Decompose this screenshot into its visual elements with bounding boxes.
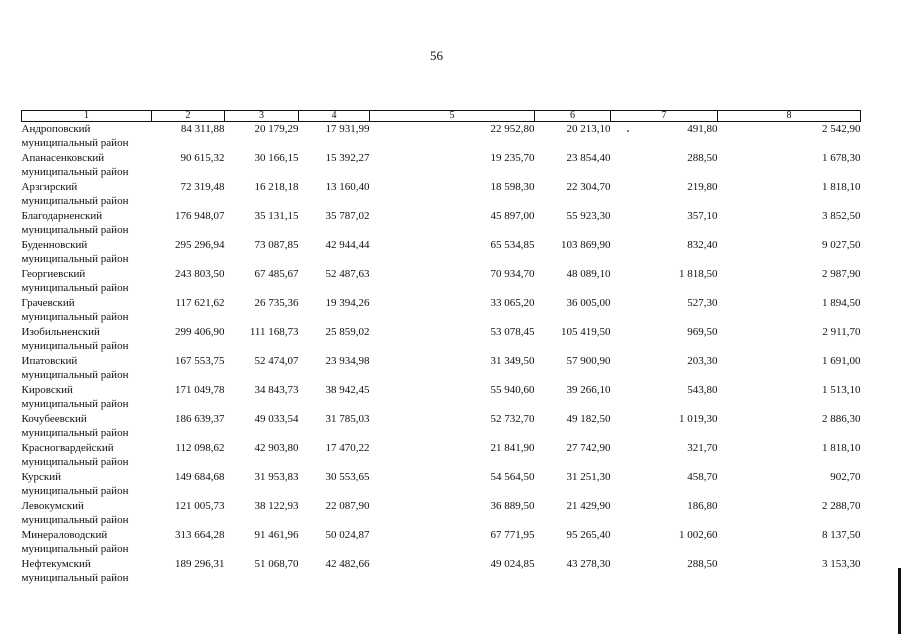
district-type: муниципальный район xyxy=(21,253,129,265)
table-row xyxy=(22,354,861,383)
column-header: 3 xyxy=(225,111,299,122)
value-cell-col3: 31 953,83 xyxy=(254,471,299,483)
district-cell xyxy=(22,441,152,470)
value-cell-col2: 84 311,88 xyxy=(180,123,225,135)
value-cell-col2: 243 803,50 xyxy=(175,268,225,280)
column-header: 5 xyxy=(370,111,535,122)
value-cell-col6: 105 419,50 xyxy=(561,326,611,338)
district-type: муниципальный район xyxy=(21,456,129,468)
district-type: муниципальный район xyxy=(21,166,129,178)
value-cell-col3: 38 122,93 xyxy=(254,500,299,512)
value-cell-col6: 36 005,00 xyxy=(566,297,611,309)
district-type: муниципальный район xyxy=(21,311,129,323)
value-cell-col4: 15 392,27 xyxy=(325,152,370,164)
district-name: Минераловодский xyxy=(21,529,108,541)
value-cell-col7: 1 002,60 xyxy=(679,529,718,541)
value-cell-col8: 1 818,10 xyxy=(822,442,861,454)
value-cell-col6: 23 854,40 xyxy=(566,152,611,164)
value-cell-col4: 25 859,02 xyxy=(325,326,370,338)
value-cell-col4: 42 482,66 xyxy=(325,558,370,570)
value-cell-col3: 35 131,15 xyxy=(254,210,299,222)
table-row xyxy=(22,499,861,528)
district-name: Изобильненский xyxy=(21,326,100,338)
column-header: 2 xyxy=(152,111,225,122)
value-cell-col5: 18 598,30 xyxy=(490,181,535,193)
value-cell-col5: 22 952,80 xyxy=(490,123,535,135)
district-name: Буденновский xyxy=(21,239,88,251)
district-name: Апанасенковский xyxy=(21,152,105,164)
district-name: Ипатовский xyxy=(21,355,78,367)
value-cell-col3: 16 218,18 xyxy=(254,181,299,193)
district-type: муниципальный район xyxy=(21,572,129,584)
value-cell-col2: 186 639,37 xyxy=(175,413,225,425)
column-header: 4 xyxy=(299,111,370,122)
value-cell-col7: 969,50 xyxy=(687,326,718,338)
value-cell-col5: 45 897,00 xyxy=(490,210,535,222)
district-type: муниципальный район xyxy=(21,514,129,526)
scan-edge-mark xyxy=(898,568,901,634)
district-cell xyxy=(22,412,152,441)
value-cell-col5: 49 024,85 xyxy=(490,558,535,570)
table-row xyxy=(22,528,861,557)
district-name: Кировский xyxy=(21,384,73,396)
budget-table xyxy=(21,110,861,586)
value-cell-col5: 36 889,50 xyxy=(490,500,535,512)
value-cell-col5: 70 934,70 xyxy=(490,268,535,280)
district-name: Благодарненский xyxy=(21,210,103,222)
district-type: муниципальный район xyxy=(21,427,129,439)
scan-speck xyxy=(627,130,629,132)
value-cell-col6: 55 923,30 xyxy=(566,210,611,222)
value-cell-col7: 458,70 xyxy=(687,471,718,483)
value-cell-col4: 38 942,45 xyxy=(325,384,370,396)
value-cell-col4: 17 931,99 xyxy=(325,123,370,135)
value-cell-col8: 2 987,90 xyxy=(822,268,861,280)
value-cell-col8: 1 691,00 xyxy=(822,355,861,367)
value-cell-col2: 295 296,94 xyxy=(175,239,225,251)
district-cell xyxy=(22,470,152,499)
value-cell-col2: 112 098,62 xyxy=(175,442,225,454)
value-cell-col8: 1 818,10 xyxy=(822,181,861,193)
value-cell-col6: 49 182,50 xyxy=(566,413,611,425)
district-cell xyxy=(22,151,152,180)
table-row xyxy=(22,470,861,499)
value-cell-col5: 55 940,60 xyxy=(490,384,535,396)
value-cell-col4: 19 394,26 xyxy=(325,297,370,309)
district-cell xyxy=(22,383,152,412)
value-cell-col2: 299 406,90 xyxy=(175,326,225,338)
value-cell-col5: 54 564,50 xyxy=(490,471,535,483)
district-cell xyxy=(22,209,152,238)
district-type: муниципальный район xyxy=(21,369,129,381)
table-row xyxy=(22,412,861,441)
district-cell xyxy=(22,499,152,528)
district-cell xyxy=(22,557,152,586)
value-cell-col5: 31 349,50 xyxy=(490,355,535,367)
district-name: Нефтекумский xyxy=(21,558,91,570)
value-cell-col7: 1 019,30 xyxy=(679,413,718,425)
district-name: Грачевский xyxy=(21,297,75,309)
table-row xyxy=(22,151,861,180)
table-row xyxy=(22,209,861,238)
table-row xyxy=(22,325,861,354)
column-header: 6 xyxy=(535,111,611,122)
value-cell-col7: 1 818,50 xyxy=(679,268,718,280)
value-cell-col5: 52 732,70 xyxy=(490,413,535,425)
value-cell-col8: 3 153,30 xyxy=(822,558,861,570)
value-cell-col3: 34 843,73 xyxy=(254,384,299,396)
value-cell-col7: 357,10 xyxy=(687,210,718,222)
value-cell-col4: 30 553,65 xyxy=(325,471,370,483)
district-name: Кочубеевский xyxy=(21,413,87,425)
value-cell-col2: 313 664,28 xyxy=(175,529,225,541)
district-name: Левокумский xyxy=(21,500,84,512)
value-cell-col5: 53 078,45 xyxy=(490,326,535,338)
value-cell-col4: 50 024,87 xyxy=(325,529,370,541)
table-row xyxy=(22,180,861,209)
value-cell-col8: 2 886,30 xyxy=(822,413,861,425)
table-row xyxy=(22,441,861,470)
value-cell-col3: 26 735,36 xyxy=(254,297,299,309)
value-cell-col3: 67 485,67 xyxy=(254,268,299,280)
district-type: муниципальный район xyxy=(21,282,129,294)
value-cell-col5: 33 065,20 xyxy=(490,297,535,309)
table-row xyxy=(22,122,861,152)
value-cell-col6: 103 869,90 xyxy=(561,239,611,251)
value-cell-col5: 19 235,70 xyxy=(490,152,535,164)
value-cell-col7: 832,40 xyxy=(687,239,718,251)
district-cell xyxy=(22,122,152,152)
value-cell-col3: 111 168,73 xyxy=(249,326,299,338)
value-cell-col3: 49 033,54 xyxy=(254,413,299,425)
value-cell-col7: 288,50 xyxy=(687,152,718,164)
district-type: муниципальный район xyxy=(21,398,129,410)
value-cell-col2: 72 319,48 xyxy=(180,181,225,193)
value-cell-col8: 9 027,50 xyxy=(822,239,861,251)
value-cell-col8: 2 911,70 xyxy=(822,326,861,338)
district-cell xyxy=(22,238,152,267)
value-cell-col3: 30 166,15 xyxy=(254,152,299,164)
value-cell-col2: 171 049,78 xyxy=(175,384,225,396)
value-cell-col2: 90 615,32 xyxy=(180,152,225,164)
value-cell-col7: 321,70 xyxy=(687,442,718,454)
value-cell-col2: 149 684,68 xyxy=(175,471,225,483)
value-cell-col7: 203,30 xyxy=(687,355,718,367)
value-cell-col7: 186,80 xyxy=(687,500,718,512)
column-header: 8 xyxy=(718,111,861,122)
column-header: 7 xyxy=(611,111,718,122)
value-cell-col6: 95 265,40 xyxy=(566,529,611,541)
value-cell-col6: 48 089,10 xyxy=(566,268,611,280)
value-cell-col4: 31 785,03 xyxy=(325,413,370,425)
district-name: Арзгирский xyxy=(21,181,78,193)
value-cell-col7: 219,80 xyxy=(687,181,718,193)
value-cell-col3: 51 068,70 xyxy=(254,558,299,570)
value-cell-col5: 67 771,95 xyxy=(490,529,535,541)
value-cell-col4: 23 934,98 xyxy=(325,355,370,367)
value-cell-col3: 73 087,85 xyxy=(254,239,299,251)
value-cell-col3: 52 474,07 xyxy=(254,355,299,367)
district-type: муниципальный район xyxy=(21,195,129,207)
value-cell-col8: 1 513,10 xyxy=(822,384,861,396)
value-cell-col8: 1 678,30 xyxy=(822,152,861,164)
value-cell-col2: 189 296,31 xyxy=(175,558,225,570)
value-cell-col4: 17 470,22 xyxy=(325,442,370,454)
value-cell-col4: 13 160,40 xyxy=(325,181,370,193)
value-cell-col2: 117 621,62 xyxy=(175,297,225,309)
table-row xyxy=(22,267,861,296)
value-cell-col5: 21 841,90 xyxy=(490,442,535,454)
value-cell-col2: 121 005,73 xyxy=(175,500,225,512)
value-cell-col6: 27 742,90 xyxy=(566,442,611,454)
district-cell xyxy=(22,296,152,325)
value-cell-col7: 491,80 xyxy=(687,123,718,135)
value-cell-col6: 39 266,10 xyxy=(566,384,611,396)
table-row xyxy=(22,296,861,325)
district-cell xyxy=(22,325,152,354)
value-cell-col3: 42 903,80 xyxy=(254,442,299,454)
page-number: 56 xyxy=(430,48,443,63)
value-cell-col8: 902,70 xyxy=(830,471,861,483)
value-cell-col3: 91 461,96 xyxy=(254,529,299,541)
district-cell xyxy=(22,354,152,383)
column-header: 1 xyxy=(22,111,152,122)
value-cell-col2: 176 948,07 xyxy=(175,210,225,222)
value-cell-col4: 52 487,63 xyxy=(325,268,370,280)
table-body xyxy=(22,122,861,587)
district-name: Андроповский xyxy=(21,123,91,135)
value-cell-col8: 1 894,50 xyxy=(822,297,861,309)
value-cell-col8: 3 852,50 xyxy=(822,210,861,222)
value-cell-col5: 65 534,85 xyxy=(490,239,535,251)
value-cell-col4: 22 087,90 xyxy=(325,500,370,512)
district-name: Георгиевский xyxy=(21,268,86,280)
table-row xyxy=(22,557,861,586)
district-type: муниципальный район xyxy=(21,224,129,236)
district-type: муниципальный район xyxy=(21,137,129,149)
district-type: муниципальный район xyxy=(21,543,129,555)
value-cell-col6: 43 278,30 xyxy=(566,558,611,570)
value-cell-col3: 20 179,29 xyxy=(254,123,299,135)
value-cell-col7: 543,80 xyxy=(687,384,718,396)
district-cell xyxy=(22,528,152,557)
value-cell-col6: 31 251,30 xyxy=(566,471,611,483)
table-row xyxy=(22,383,861,412)
district-cell xyxy=(22,180,152,209)
district-type: муниципальный район xyxy=(21,485,129,497)
value-cell-col6: 20 213,10 xyxy=(566,123,611,135)
value-cell-col8: 2 542,90 xyxy=(822,123,861,135)
district-name: Красногвардейский xyxy=(21,442,114,454)
value-cell-col7: 527,30 xyxy=(687,297,718,309)
table-header-row xyxy=(22,111,861,122)
value-cell-col4: 42 944,44 xyxy=(325,239,370,251)
value-cell-col6: 21 429,90 xyxy=(566,500,611,512)
value-cell-col4: 35 787,02 xyxy=(325,210,370,222)
value-cell-col2: 167 553,75 xyxy=(175,355,225,367)
district-name: Курский xyxy=(21,471,62,483)
table-row xyxy=(22,238,861,267)
value-cell-col6: 22 304,70 xyxy=(566,181,611,193)
value-cell-col7: 288,50 xyxy=(687,558,718,570)
value-cell-col8: 2 288,70 xyxy=(822,500,861,512)
district-cell xyxy=(22,267,152,296)
value-cell-col8: 8 137,50 xyxy=(822,529,861,541)
district-type: муниципальный район xyxy=(21,340,129,352)
value-cell-col6: 57 900,90 xyxy=(566,355,611,367)
